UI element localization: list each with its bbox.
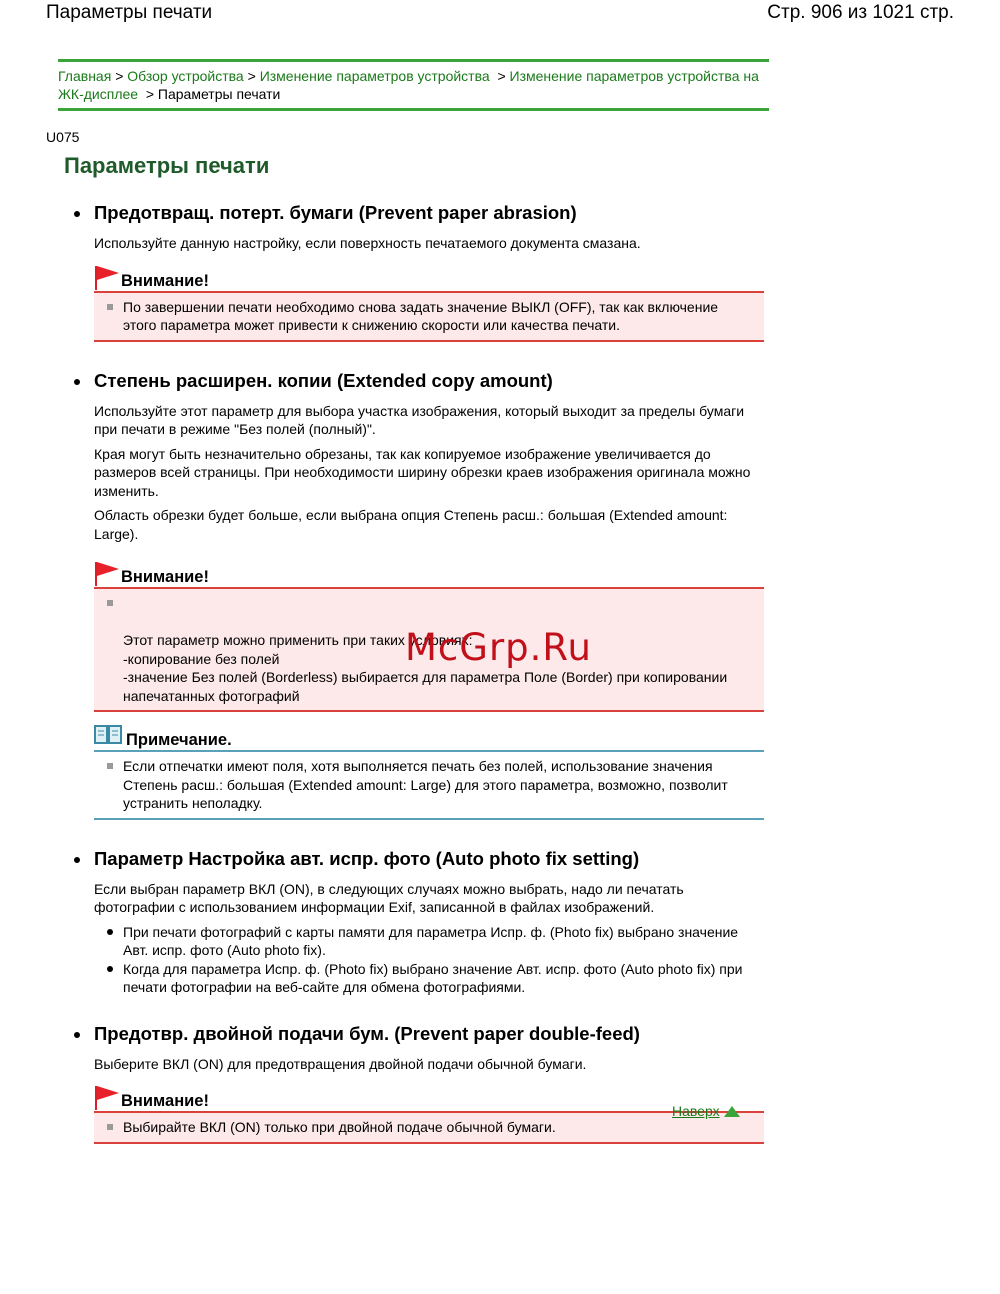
red-flag-icon [94, 561, 119, 587]
callout-header [94, 1083, 764, 1111]
breadcrumb-link-change-settings[interactable]: Изменение параметров устройства [259, 68, 490, 84]
callout-label: Внимание! [121, 1092, 209, 1110]
section-heading [74, 200, 764, 226]
red-flag-icon [94, 265, 119, 291]
callout-label: Примечание. [126, 731, 232, 749]
list-item [104, 757, 754, 813]
section-auto-photo-fix [74, 846, 764, 997]
paragraph: Область обрезки будет больше, если выбрана опция Степень расш.: большая (Extended amount: Large). [94, 507, 728, 542]
square-bullet-icon [107, 1124, 113, 1130]
back-to-top-link[interactable] [672, 1103, 740, 1119]
section-heading [74, 846, 764, 872]
callout-text: Этот параметр можно применить при таких условиях: -копирование без полей -значение Без полей (Borderless) выбирается для параметра Поле (Border) при копировании напечатанных фотографий [123, 632, 728, 704]
bullet-icon [74, 1032, 80, 1038]
book-icon [94, 724, 124, 750]
warning-callout [94, 263, 764, 342]
list-item [94, 960, 764, 997]
square-bullet-icon [107, 600, 113, 606]
list-item [104, 298, 754, 335]
callout-label: Внимание! [121, 271, 209, 290]
red-flag-icon [94, 1085, 119, 1111]
callout-label: Внимание! [121, 568, 209, 586]
callout-text: Выбирайте ВКЛ (ON) только при двойной подаче обычной бумаги. [123, 1119, 556, 1135]
paragraph: Края могут быть незначительно обрезаны, так как копируемое изображение увеличивается до размеров всей страницы. При необходимости ширину обрезки краев изображения оригинала можно изменить. [94, 445, 751, 499]
section-heading [74, 1021, 764, 1047]
paragraph: Выберите ВКЛ (ON) для предотвращения двойной подачи обычной бумаги. [94, 1055, 587, 1072]
section-title: Предотвр. двойной подачи бум. (Prevent paper double-feed) [94, 1022, 640, 1044]
callout-text: Если отпечатки имеют поля, хотя выполняется печать без полей, использование значения Степень расш.: большая (Extended amount: Large) для этого параметра, возможно, позволит устранить неполадку. [123, 758, 728, 811]
breadcrumb-current: Параметры печати [157, 86, 281, 102]
warning-callout [94, 1083, 764, 1144]
page-title: Параметры печати [64, 153, 270, 178]
doc-id: U075 [46, 129, 80, 145]
bullet-icon [74, 379, 80, 385]
callout-header [94, 559, 764, 587]
callout-text: По завершении печати необходимо снова задать значение ВЫКЛ (OFF), так как включение этого параметра может привести к снижению скорости или качества печати. [123, 298, 719, 333]
list-item-text: Когда для параметра Испр. ф. (Photo fix) выбрано значение Авт. испр. фото (Auto photo fix) при печати фотографии на веб-сайте для обмена фотографиями. [123, 960, 743, 995]
section-double-feed [74, 1021, 764, 1144]
header-title: Параметры печати [46, 2, 213, 23]
bullet-icon [74, 857, 80, 863]
back-to-top-label: Наверх [672, 1103, 720, 1119]
section-extended-copy [74, 368, 764, 820]
callout-header [94, 722, 764, 750]
section-prevent-abrasion [74, 200, 764, 342]
paragraph: Используйте данную настройку, если поверхность печатаемого документа смазана. [94, 235, 641, 251]
breadcrumb-separator: > [115, 68, 124, 84]
square-bullet-icon [107, 763, 113, 769]
square-bullet-icon [107, 304, 113, 310]
section-title: Параметр Настройка авт. испр. фото (Auto photo fix setting) [94, 847, 640, 869]
paragraph: Если выбран параметр ВКЛ (ON), в следующих случаях можно выбрать, надо ли печатать фотографии с использованием информации Exif, записанной в файлах изображений. [94, 880, 684, 915]
bullet-icon [107, 929, 113, 935]
breadcrumb-link-home[interactable]: Главная [58, 68, 112, 84]
callout-body [94, 750, 764, 820]
page-header [46, 2, 954, 28]
breadcrumb-separator: > [497, 68, 506, 84]
list-item-text: При печати фотографий с карты памяти для параметра Испр. ф. (Photo fix) выбрано значение Авт. испр. фото (Auto photo fix). [123, 923, 739, 958]
breadcrumb-link-overview[interactable]: Обзор устройства [127, 68, 244, 84]
paragraph: Используйте этот параметр для выбора участка изображения, который выходит за пределы бумаги при печати в режиме "Без полей (полный)". [94, 402, 745, 437]
list-item [104, 1118, 754, 1137]
breadcrumb-link-lcd-settings[interactable]: Изменение параметров устройства на ЖК-дисплее [58, 68, 759, 102]
watermark: McGrp.Ru [405, 626, 592, 669]
bullet-list [94, 923, 764, 997]
up-arrow-icon [724, 1106, 740, 1117]
bullet-icon [107, 966, 113, 972]
main-content [74, 200, 764, 1162]
bullet-icon [74, 211, 80, 217]
section-title: Степень расширен. копии (Extended copy amount) [94, 369, 553, 391]
callout-body [94, 291, 764, 342]
section-heading [74, 368, 764, 394]
note-callout [94, 722, 764, 820]
section-title: Предотвращ. потерт. бумаги (Prevent paper abrasion) [94, 202, 577, 223]
list-item [94, 923, 764, 960]
callout-header [94, 263, 764, 291]
breadcrumb [58, 59, 769, 111]
page-counter: Стр. 906 из 1021 стр. [767, 2, 954, 23]
breadcrumb-separator: > [247, 68, 256, 84]
callout-body [94, 1111, 764, 1144]
breadcrumb-separator: > [145, 86, 155, 102]
